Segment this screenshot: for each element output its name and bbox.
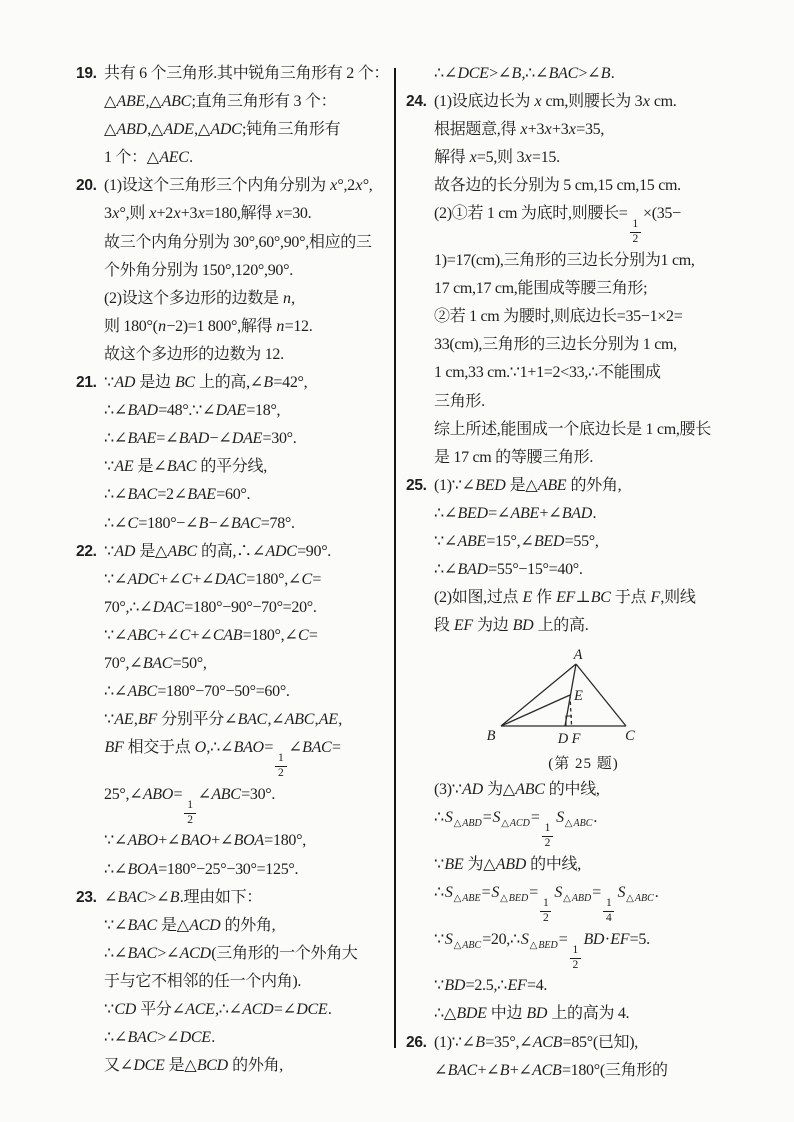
- answer-line: ∵BE 为△ABD 的中线,: [434, 856, 581, 874]
- answer-line: 故这个多边形的边数为 12.: [104, 345, 284, 363]
- problem-solution: [104, 60, 394, 172]
- answer-line: ∴∠BAD=48°.∵∠DAE=18°,: [104, 402, 281, 420]
- problem-number: 26.: [406, 1033, 427, 1051]
- answer-line: 综上所述,能围成一个底边长是 1 cm,腰长: [434, 420, 711, 438]
- triangle-diagram: [476, 646, 721, 752]
- stacked-fraction: $\frac{1}{2}$: [275, 752, 286, 781]
- vertex-label-B: B: [486, 728, 496, 745]
- answer-line: ∴∠ABC=180°−70°−50°=60°.: [104, 683, 290, 701]
- answer-line: (2)设这个多边形的边数是 n,: [104, 289, 295, 307]
- problem-number: 19.: [76, 65, 97, 82]
- segment-BE: [501, 695, 570, 726]
- answer-line: 1 cm,33 cm.∵1+1=2<33,∴不能围成: [434, 364, 661, 382]
- column-divider: [394, 68, 396, 1048]
- side-AC: [576, 664, 626, 726]
- problem-number: 24.: [406, 93, 427, 111]
- vertex-label-C: C: [625, 728, 635, 745]
- problem-22: [76, 538, 394, 884]
- answer-line: (2)①若 1 cm 为底时,则腰长= $\frac{1}{2}$ ×(35−: [434, 205, 681, 246]
- answer-line: 个外角分别为 150°,120°,90°.: [104, 261, 293, 279]
- answer-line: ∵AD 是△ABC 的高,∴∠ADC=90°.: [104, 542, 332, 560]
- answer-line: 根据题意,得 x+3x+3x=35,: [434, 121, 605, 139]
- problem-solution: [104, 369, 394, 538]
- vertex-label-F: F: [571, 731, 581, 748]
- answer-line: ∠BAC+∠B+∠ACB=180°(三角形的: [434, 1061, 668, 1079]
- answer-line: ∴∠BED=∠ABE+∠BAD.: [434, 504, 597, 522]
- answer-line: (3)∵AD 为△ABC 的中线,: [434, 781, 600, 799]
- answer-line: ∴△BDE 中边 BD 上的高为 4.: [434, 1005, 630, 1023]
- stacked-fraction: $\frac{1}{2}$: [630, 218, 641, 247]
- answer-line: 又∠DCE 是△BCD 的外角,: [104, 1057, 283, 1075]
- answer-line: ∵∠ADC+∠C+∠DAC=180°,∠C=: [104, 570, 322, 588]
- problem-23-cont: [406, 60, 746, 88]
- problem-19: [76, 60, 394, 172]
- answer-line: 故各边的长分别为 5 cm,15 cm,15 cm.: [434, 177, 681, 195]
- answer-line: (1)设这个三角形三个内角分别为 x°,2x°,: [104, 177, 373, 195]
- answer-line: 70°,∴∠DAC=180°−90°−70°=20°.: [104, 598, 317, 616]
- answer-line: 共有 6 个三角形.其中锐角三角形有 2 个：: [104, 65, 390, 82]
- problem-solution: [434, 472, 746, 1029]
- answer-line: △ABE,△ABC;直角三角形有 3 个：: [104, 93, 337, 111]
- answer-line: 3x°,则 x+2x+3x=180,解得 x=30.: [104, 205, 312, 223]
- answer-line: 故三个内角分别为 30°,60°,90°,相应的三: [104, 233, 372, 251]
- vertex-label-E: E: [574, 688, 583, 705]
- answer-line: 于与它不相邻的任一个内角).: [104, 972, 302, 990]
- answers-column-right: [406, 60, 746, 1085]
- answer-line: △ABD,△ADE,△ADC;钝角三角形有: [104, 121, 341, 139]
- answer-line: ∴∠BAC>∠ACD(三角形的一个外角大: [104, 944, 358, 962]
- answer-line: 解得 x=5,则 3x=15.: [434, 149, 560, 167]
- answer-line: (1)∵∠BED 是△ABE 的外角,: [434, 476, 622, 494]
- problem-25-figure: [476, 646, 721, 776]
- answer-line: 33(cm),三角形的三边长分别为 1 cm,: [434, 336, 677, 354]
- answer-line: ∵CD 平分∠ACE,∴∠ACD=∠DCE.: [104, 1001, 332, 1018]
- answer-line: 25°,∠ABO= $\frac{1}{2}$ ∠ABC=30°.: [104, 785, 276, 826]
- vertex-label-A: A: [573, 647, 583, 664]
- problem-solution: [434, 1029, 746, 1085]
- answer-line: ∴∠BAD=55°−15°=40°.: [434, 561, 583, 579]
- problem-20: [76, 172, 394, 369]
- problem-solution: [104, 884, 394, 1081]
- answer-line: ∵∠BAC 是△ACD 的外角,: [104, 916, 276, 934]
- vertex-label-D: D: [557, 731, 569, 748]
- answer-line: ∵AD 是边 BC 上的高,∠B=42°,: [104, 374, 308, 392]
- answer-line: ∴∠BOA=180°−25°−30°=125°.: [104, 860, 299, 878]
- answer-line: ∵AE,BF 分别平分∠BAC,∠ABC,AE,: [104, 711, 342, 729]
- problem-solution: [434, 88, 746, 472]
- problem-24: [406, 88, 746, 472]
- answer-line: $\therefore S_{\triangle ABE}=S_{\triangle BED}=$ $\frac{1}{2}$ $S_{\triangle ABD}=$ $\frac{1}{4}$ $S_{\triangle ABC}$.: [434, 884, 659, 924]
- problem-number: 21.: [76, 374, 97, 392]
- answer-line: ∴∠BAC>∠DCE.: [104, 1029, 215, 1047]
- answer-line: $\because S_{\triangle ABC}=20,\therefore S_{\triangle BED}=$ $\frac{1}{2}$ BD·EF=5.: [434, 930, 650, 971]
- answer-line: BF 相交于点 O,∴∠BAO= $\frac{1}{2}$ ∠BAC=: [104, 739, 341, 780]
- answer-line: 70°,∠BAC=50°,: [104, 654, 207, 672]
- problem-solution: [104, 538, 394, 884]
- answer-line: (1)∵∠B=35°,∠ACB=85°(已知),: [434, 1033, 638, 1051]
- stacked-fraction: $\frac{1}{4}$: [603, 897, 614, 926]
- stacked-fraction: $\frac{1}{2}$: [184, 799, 195, 828]
- answer-line: 三角形.: [434, 392, 485, 410]
- answer-line: ∴∠DCE>∠B,∴∠BAC>∠B.: [434, 65, 615, 82]
- answer-line: 1 个：△AEC.: [104, 149, 193, 167]
- answer-line: ∵∠ABE=15°,∠BED=55°,: [434, 533, 599, 550]
- answer-line: ②若 1 cm 为腰时,则底边长=35−1×2=: [434, 308, 683, 326]
- problem-number: 20.: [76, 177, 97, 195]
- answer-line: ∴∠BAC=2∠BAE=60°.: [104, 486, 251, 504]
- problem-solution: [104, 172, 394, 369]
- answer-line: ∵BD=2.5,∴EF=4.: [434, 977, 548, 995]
- answer-line: (2)如图,过点 E 作 EF⊥BC 于点 F,则线: [434, 589, 696, 607]
- stacked-fraction: $\frac{1}{2}$: [540, 897, 551, 926]
- answer-line: $\therefore S_{\triangle ABD}=S_{\triangle ACD}=$ $\frac{1}{2}$ $S_{\triangle ABC}$.: [434, 809, 598, 850]
- problem-number: 23.: [76, 888, 97, 906]
- problem-number: 25.: [406, 476, 427, 494]
- answer-line: ∵∠ABO+∠BAO+∠BOA=180°,: [104, 832, 306, 850]
- answers-column-left: [76, 60, 394, 1080]
- answer-line: (1)设底边长为 x cm,则腰长为 3x cm.: [434, 93, 677, 111]
- answer-line: ∴∠C=180°−∠B−∠BAC=78°.: [104, 514, 295, 532]
- stacked-fraction: $\frac{1}{2}$: [570, 944, 581, 973]
- problem-23: [76, 884, 394, 1081]
- answer-line: 段 EF 为边 BD 上的高.: [434, 617, 589, 635]
- answer-line: 1)=17(cm),三角形的三边长分别为1 cm,: [434, 252, 695, 270]
- side-BA: [501, 664, 576, 726]
- answer-line: ∠BAC>∠B.理由如下：: [104, 888, 262, 906]
- problem-21: [76, 369, 394, 538]
- problem-25: [406, 472, 746, 1029]
- answer-line: 是 17 cm 的等腰三角形.: [434, 448, 594, 466]
- problem-solution: [434, 60, 746, 88]
- answer-line: 则 180°(n−2)=1 800°,解得 n=12.: [104, 317, 313, 335]
- answer-line: 17 cm,17 cm,能围成等腰三角形;: [434, 280, 648, 298]
- stacked-fraction: $\frac{1}{2}$: [542, 822, 553, 851]
- answer-line: ∵∠ABC+∠C+∠CAB=180°,∠C=: [104, 626, 318, 644]
- problem-number: 22.: [76, 542, 97, 560]
- answer-line: ∵AE 是∠BAC 的平分线,: [104, 458, 267, 476]
- problem-26: [406, 1029, 746, 1085]
- figure-caption: (第 25 题): [548, 756, 619, 773]
- answer-line: ∴∠BAE=∠BAD−∠DAE=30°.: [104, 430, 297, 448]
